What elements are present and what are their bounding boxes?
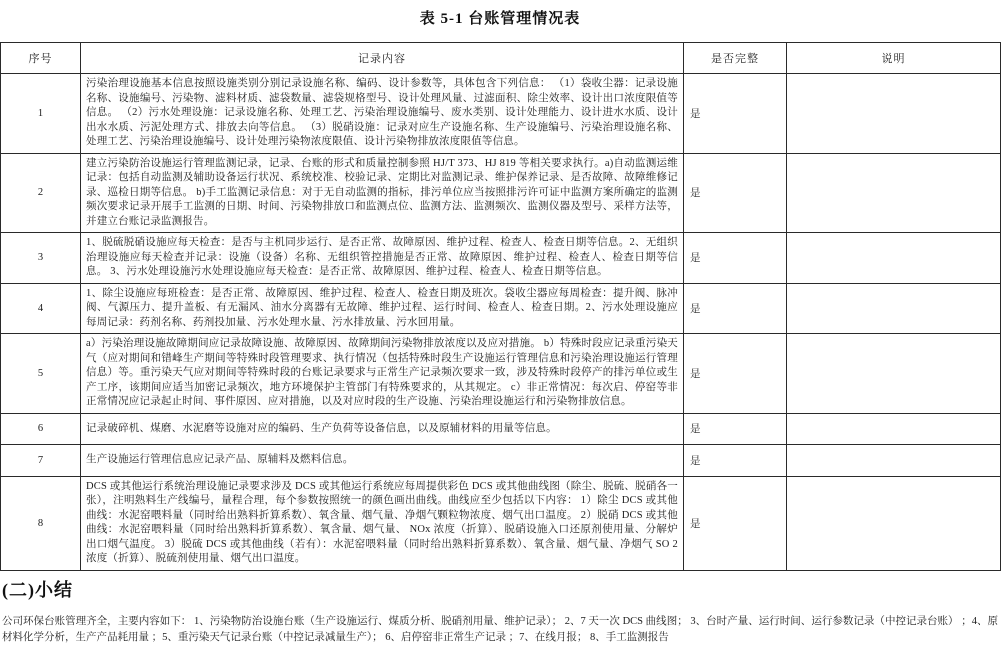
row-note — [787, 476, 1001, 570]
row-number: 6 — [1, 413, 81, 445]
header-row — [1, 43, 1001, 74]
row-content: 记录破碎机、煤磨、水泥磨等设施对应的编码、生产负荷等设备信息，以及原辅材料的用量等信息。 — [81, 413, 684, 445]
row-complete-flag: 是 — [684, 283, 787, 334]
row-complete-flag: 是 — [684, 476, 787, 570]
row-content: a）污染治理设施故障期间应记录故障设施、故障原因、故障期间污染物排放浓度以及应对措施。 b）特殊时段应记录重污染天气（应对期间和错峰生产期间等特殊时段管理要求、执行情况（包括特殊时段生产设施运行管理信息和污染治理设施运行管理信息）等。重污染天气应对期间等特殊时段的台账记录要求与正常生产记录频次要求一致，涉及特殊时段停产的排污单位或生产工序，该期间应适当加密记录频次，地方环境保护主管部门有特殊要求的，从其规定。 c）非正常情况：每次启、停窑等非正常情况应记录起止时间、事件原因、应对措施，以及对应时段的生产设施、污染治理设施运行和污染物排放信息。 — [81, 334, 684, 414]
table-row — [1, 283, 1001, 334]
row-number: 3 — [1, 233, 81, 284]
col-header-complete: 是否完整 — [684, 43, 787, 74]
row-content: 建立污染防治设施运行管理监测记录，记录、台账的形式和质量控制参照 HJ/T 373、HJ 819 等相关要求执行。a)自动监测运维记录：包括自动监测及辅助设备运行状况、系统校准、校验记录、定期比对监测记录、维护保养记录、是否故障、故障维修记录、巡检日期等信息。 b)手工监测记录信息：对于无自动监测的指标，排污单位应当按照排污许可证中监测方案所确定的监测频次要求记录开展手工监测的日期、时间、污染物排放口和监测点位、监测方法、监测频次、监测仪器及型号、采样方法等，并建立台账记录监测报告。 — [81, 153, 684, 233]
summary-paragraph: 公司环保台账管理齐全，主要内容如下： 1、污染物防治设施台账（生产设施运行、煤质分析、脱硝剂用量、维护记录）； 2、7 天一次 DCS 曲线图； 3、台时产量、运行时间、运行参数记录（中控记录台账） ；4、原材料化学分析，生产产品耗用量 ；5、重污染天气记录台账（中控记录减量生产）； 6、启停窑非正常生产记录 ；7、在线月报； 8、手工监测报告 — [2, 615, 998, 643]
row-complete-flag: 是 — [684, 334, 787, 414]
row-note — [787, 445, 1001, 477]
table-row — [1, 445, 1001, 477]
row-complete-flag: 是 — [684, 233, 787, 284]
table-row — [1, 334, 1001, 414]
row-content: 污染治理设施基本信息按照设施类别分别记录设施名称、编码、设计参数等，具体包含下列信息： （1）袋收尘器：记录设施名称、设施编号、污染物、滤料材质、滤袋数量、滤袋规格型号、设计处理风量、过滤面积、除尘效率、设计出口浓度限值等信息。 （2）污水处理设施：记录设施名称、处理工艺、污染治理设施编号、废水类别、设计处理能力、设计进水水质、设计出水水质、污泥处理方式、排放去向等信息。 （3）脱硝设施：记录对应生产设施名称、生产设施编号、污染治理设施名称、处理工艺、污染治理设施编号、设计处理污染物浓度限值、设计污染物排放浓度限值等信息。 — [81, 74, 684, 154]
col-header-note: 说明 — [787, 43, 1001, 74]
table-title: 表 5-1 台账管理情况表 — [419, 11, 581, 27]
row-content: 1、除尘设施应每班检查：是否正常、故障原因、维护过程、检查人、检查日期及班次。袋收尘器应每周检查：提升阀、脉冲阀、气源压力、提升盖板、有无漏风、油水分离器有无故障、维护过程、运行时间、检查人、检查日期。2、污水处理设施应每周记录：药剂名称、药剂投加量、污水处理水量、污水排放量、污水回用量。 — [81, 283, 684, 334]
row-complete-flag: 是 — [684, 74, 787, 154]
table-row — [1, 153, 1001, 233]
row-note — [787, 233, 1001, 284]
row-number: 4 — [1, 283, 81, 334]
row-number: 5 — [1, 334, 81, 414]
col-header-content: 记录内容 — [81, 43, 684, 74]
row-content: 1、脱硫脱硝设施应每天检查：是否与主机同步运行、是否正常、故障原因、维护过程、检查人、检查日期等信息。2、无组织治理设施应每天检查并记录：设施（设备）名称、无组织管控措施是否正常、故障原因、维护过程、检查人、检查日期等信息。 3、污水处理设施污水处理设施应每天检查：是否正常、故障原因、维护过程、检查人、检查日期等信息。 — [81, 233, 684, 284]
table-row — [1, 413, 1001, 445]
row-complete-flag: 是 — [684, 413, 787, 445]
row-content: DCS 或其他运行系统治理设施记录要求涉及 DCS 或其他运行系统应每周提供彩色 DCS 或其他曲线图（除尘、脱硫、脱硝各一张），注明熟料生产线编号，量程合理，每个参数按照统一的颜色画出曲线。曲线应至少包括以下内容： 1）除尘 DCS 或其他曲线：水泥窑喂料量（同时给出熟料折算系数）、氧含量、烟气量、净烟气颗粒物浓度、烟气出口温度。 2）脱硝 DCS 或其他曲线：水泥窑喂料量（同时给出熟料折算系数）、氧含量、烟气量、 NOx 浓度（折算）、脱硝设施入口还原剂使用量、分解炉出口烟气温度。 3）脱硫 DCS 或其他曲线（若有）：水泥窑喂料量（同时给出熟料折算系数）、氧含量、烟气量、净烟气 SO 2 浓度（折算）、脱硫剂使用量、烟气出口温度。 — [81, 476, 684, 570]
row-note — [787, 334, 1001, 414]
row-number: 8 — [1, 476, 81, 570]
summary-heading: (二)小结 — [2, 579, 73, 600]
row-note — [787, 413, 1001, 445]
table-row — [1, 476, 1001, 570]
col-header-no: 序号 — [1, 43, 81, 74]
row-complete-flag: 是 — [684, 445, 787, 477]
table-row — [1, 233, 1001, 284]
table-row — [1, 74, 1001, 154]
row-note — [787, 283, 1001, 334]
row-number: 2 — [1, 153, 81, 233]
row-note — [787, 153, 1001, 233]
row-complete-flag: 是 — [684, 153, 787, 233]
row-number: 1 — [1, 74, 81, 154]
row-number: 7 — [1, 445, 81, 477]
ledger-table — [0, 42, 1001, 571]
row-content: 生产设施运行管理信息应记录产品、原辅料及燃料信息。 — [81, 445, 684, 477]
row-note — [787, 74, 1001, 154]
